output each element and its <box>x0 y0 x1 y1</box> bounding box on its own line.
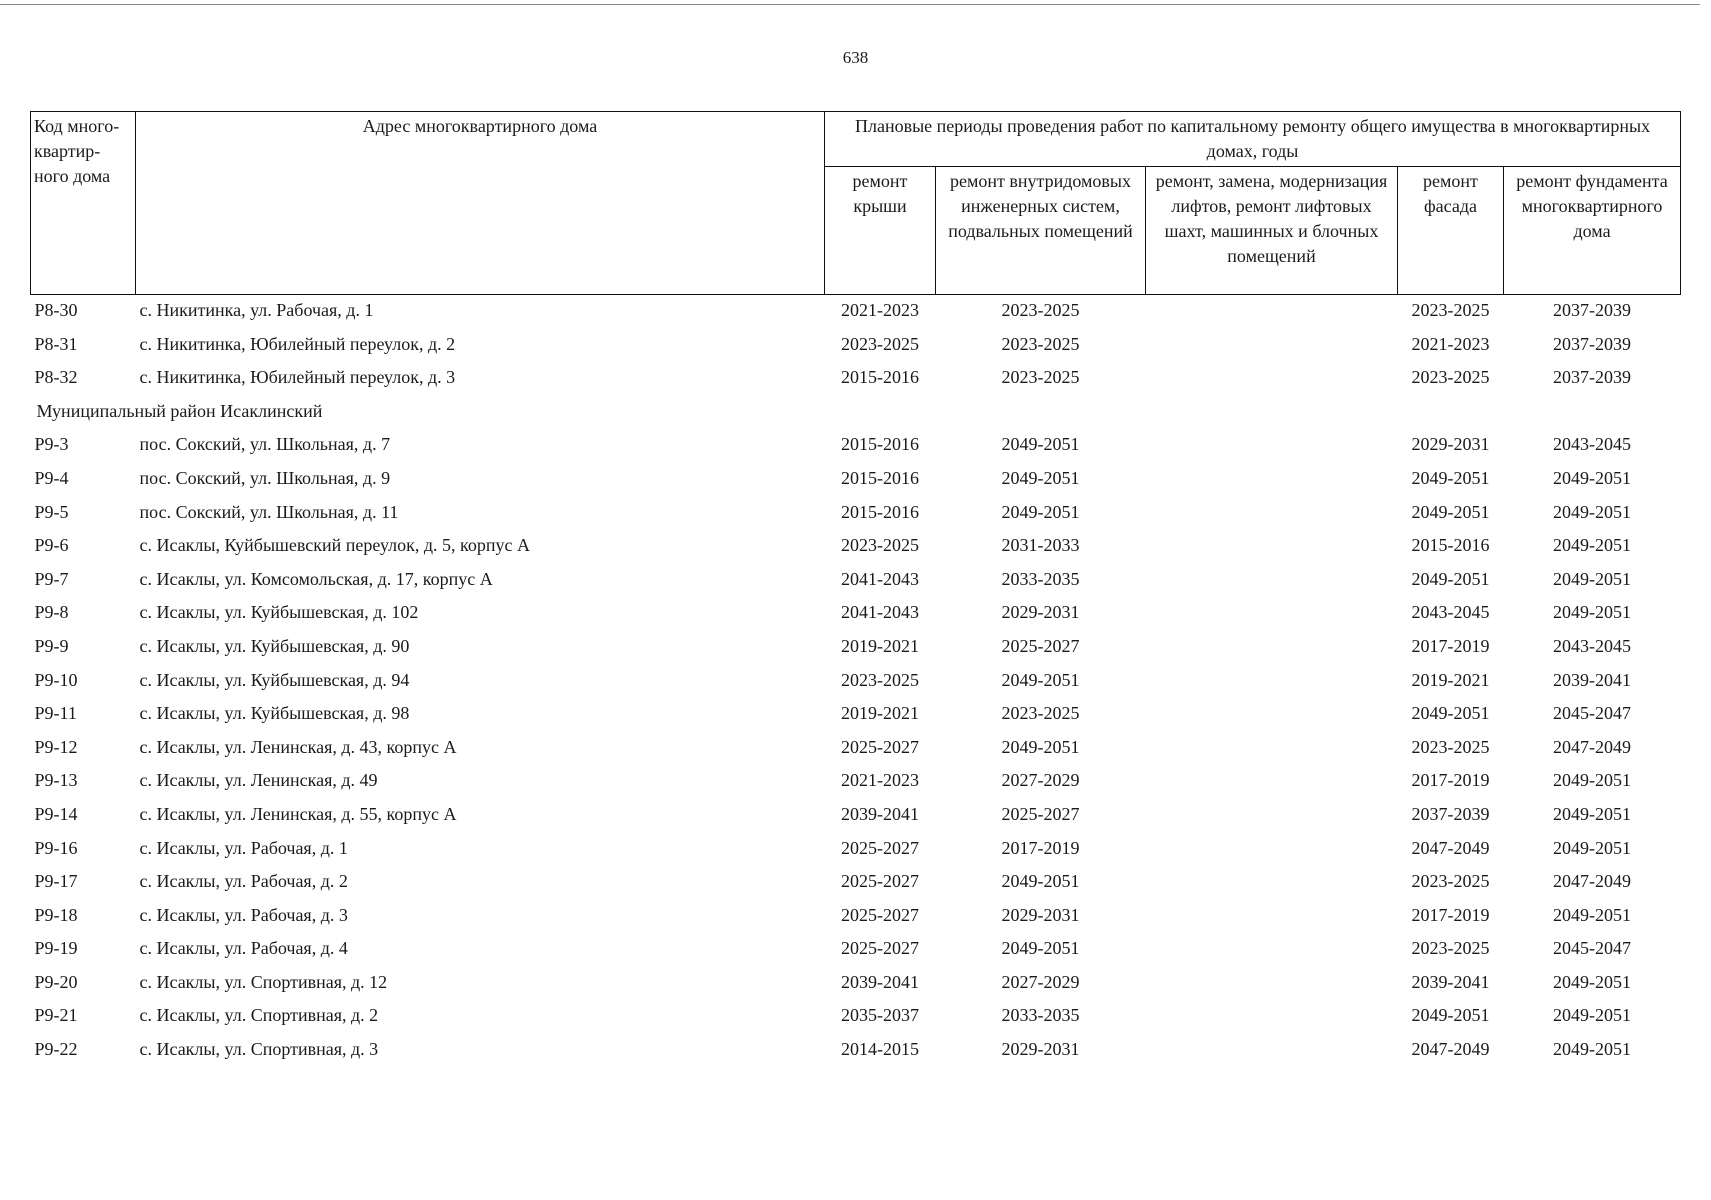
cell-engineering: 2025-2027 <box>1001 803 1080 824</box>
repair-schedule-table <box>30 111 1681 1068</box>
cell-address: с. Исаклы, ул. Куйбышевская, д. 102 <box>139 602 419 623</box>
cell-foundation: 2047-2049 <box>1553 871 1632 892</box>
header-foundation: ремонт фундамента многоквартирного дома <box>1504 167 1681 295</box>
cell-elevators <box>1146 1034 1398 1068</box>
cell-address: с. Исаклы, ул. Куйбышевская, д. 94 <box>139 669 410 690</box>
cell-roof: 2025-2027 <box>841 837 919 858</box>
cell-address: с. Исаклы, ул. Спортивная, д. 3 <box>139 1039 379 1060</box>
cell-elevators <box>1146 765 1398 799</box>
cell-foundation: 2045-2047 <box>1553 703 1632 724</box>
cell-code: Р9-19 <box>34 938 78 959</box>
table-row <box>31 463 1681 497</box>
cell-code: Р9-5 <box>34 501 69 522</box>
cell-roof: 2041-2043 <box>841 602 919 623</box>
cell-facade: 2023-2025 <box>1411 871 1490 892</box>
cell-elevators <box>1146 967 1398 1001</box>
header-elevators: ремонт, замена, модернизация лифтов, ремонт лифтовых шахт, машинных и блочных помещений <box>1146 167 1398 295</box>
cell-address: с. Исаклы, ул. Комсомольская, д. 17, корпус А <box>139 568 493 589</box>
cell-facade: 2047-2049 <box>1411 837 1490 858</box>
cell-facade: 2049-2051 <box>1411 501 1490 522</box>
table-row <box>31 900 1681 934</box>
cell-address: с. Исаклы, Куйбышевский переулок, д. 5, корпус А <box>139 535 530 556</box>
cell-elevators <box>1146 329 1398 363</box>
cell-elevators <box>1146 833 1398 867</box>
cell-code: Р9-20 <box>34 971 78 992</box>
cell-elevators <box>1146 597 1398 631</box>
cell-foundation: 2049-2051 <box>1553 568 1632 589</box>
cell-address: с. Никитинка, ул. Рабочая, д. 1 <box>139 300 374 320</box>
cell-code: Р9-18 <box>34 904 78 925</box>
cell-facade: 2047-2049 <box>1411 1039 1490 1060</box>
table-row <box>31 933 1681 967</box>
cell-address: с. Исаклы, ул. Рабочая, д. 1 <box>139 837 348 858</box>
cell-foundation: 2049-2051 <box>1553 837 1632 858</box>
cell-engineering: 2023-2025 <box>1001 333 1080 354</box>
cell-facade: 2019-2021 <box>1411 669 1490 690</box>
cell-elevators <box>1146 362 1398 396</box>
table-row <box>31 597 1681 631</box>
cell-code: Р9-13 <box>34 770 78 791</box>
table-row <box>31 295 1681 329</box>
cell-engineering: 2023-2025 <box>1001 367 1080 388</box>
district-name: Муниципальный район Исаклинский <box>36 400 323 421</box>
cell-elevators <box>1146 463 1398 497</box>
cell-elevators <box>1146 900 1398 934</box>
cell-elevators <box>1146 698 1398 732</box>
cell-foundation: 2049-2051 <box>1553 535 1632 556</box>
cell-facade: 2023-2025 <box>1411 938 1490 959</box>
table-body-before <box>31 295 1681 430</box>
cell-elevators <box>1146 933 1398 967</box>
cell-code: Р8-30 <box>34 300 78 320</box>
cell-roof: 2019-2021 <box>841 703 919 724</box>
cell-foundation: 2047-2049 <box>1553 736 1632 757</box>
cell-code: Р8-32 <box>34 367 78 388</box>
cell-code: Р9-12 <box>34 736 78 757</box>
cell-code: Р9-8 <box>34 602 69 623</box>
cell-foundation: 2043-2045 <box>1553 434 1632 455</box>
cell-engineering: 2017-2019 <box>1001 837 1080 858</box>
cell-roof: 2039-2041 <box>841 971 919 992</box>
cell-facade: 2021-2023 <box>1411 333 1490 354</box>
header-address: Адрес многоквартирного дома <box>136 112 825 295</box>
cell-elevators <box>1146 631 1398 665</box>
cell-code: Р9-11 <box>34 703 77 724</box>
cell-facade: 2023-2025 <box>1411 367 1490 388</box>
table-row <box>31 329 1681 363</box>
cell-address: с. Никитинка, Юбилейный переулок, д. 3 <box>139 367 456 388</box>
cell-facade: 2017-2019 <box>1411 635 1490 656</box>
cell-foundation: 2049-2051 <box>1553 1039 1632 1060</box>
cell-facade: 2049-2051 <box>1411 1005 1490 1026</box>
cell-address: пос. Сокский, ул. Школьная, д. 9 <box>139 467 391 488</box>
cell-roof: 2021-2023 <box>841 770 919 791</box>
cell-address: с. Исаклы, ул. Куйбышевская, д. 90 <box>139 635 410 656</box>
cell-address: с. Исаклы, ул. Рабочая, д. 4 <box>139 938 348 959</box>
cell-engineering: 2023-2025 <box>1001 703 1080 724</box>
cell-code: Р9-4 <box>34 467 69 488</box>
cell-foundation: 2049-2051 <box>1553 501 1632 522</box>
cell-address: с. Исаклы, ул. Рабочая, д. 2 <box>139 871 348 892</box>
cell-elevators <box>1146 295 1398 329</box>
cell-engineering: 2027-2029 <box>1001 770 1080 791</box>
table-row <box>31 1000 1681 1034</box>
cell-engineering: 2049-2051 <box>1001 736 1080 757</box>
cell-roof: 2015-2016 <box>841 467 919 488</box>
cell-facade: 2043-2045 <box>1411 602 1490 623</box>
header-roof: ремонт крыши <box>825 167 936 295</box>
table-row <box>31 497 1681 531</box>
table-row <box>31 799 1681 833</box>
table-row <box>31 866 1681 900</box>
cell-engineering: 2049-2051 <box>1001 501 1080 522</box>
cell-address: с. Исаклы, ул. Ленинская, д. 49 <box>139 770 378 791</box>
cell-engineering: 2049-2051 <box>1001 434 1080 455</box>
cell-engineering: 2023-2025 <box>1001 300 1080 320</box>
cell-code: Р8-31 <box>34 333 78 354</box>
cell-roof: 2023-2025 <box>841 333 919 354</box>
cell-code: Р9-17 <box>34 871 78 892</box>
table-row <box>31 967 1681 1001</box>
cell-facade: 2049-2051 <box>1411 467 1490 488</box>
cell-engineering: 2049-2051 <box>1001 938 1080 959</box>
cell-engineering: 2027-2029 <box>1001 971 1080 992</box>
cell-facade: 2049-2051 <box>1411 703 1490 724</box>
page-number: 638 <box>842 48 869 67</box>
cell-engineering: 2033-2035 <box>1001 1005 1080 1026</box>
cell-elevators <box>1146 799 1398 833</box>
cell-elevators <box>1146 530 1398 564</box>
cell-elevators <box>1146 564 1398 598</box>
cell-foundation: 2039-2041 <box>1553 669 1632 690</box>
cell-address: пос. Сокский, ул. Школьная, д. 7 <box>139 434 391 455</box>
header-code: Код много-квартир-ного дома <box>31 112 136 295</box>
cell-foundation: 2037-2039 <box>1553 300 1632 320</box>
table-row <box>31 1034 1681 1068</box>
cell-foundation: 2037-2039 <box>1553 367 1632 388</box>
cell-foundation: 2049-2051 <box>1553 770 1632 791</box>
cell-foundation: 2049-2051 <box>1553 1005 1632 1026</box>
cell-code: Р9-14 <box>34 803 78 824</box>
cell-elevators <box>1146 1000 1398 1034</box>
cell-foundation: 2049-2051 <box>1553 971 1632 992</box>
header-facade: ремонт фасада <box>1398 167 1504 295</box>
scan-top-line <box>0 4 1700 5</box>
cell-roof: 2015-2016 <box>841 501 919 522</box>
cell-facade: 2037-2039 <box>1411 803 1490 824</box>
cell-address: с. Исаклы, ул. Спортивная, д. 12 <box>139 971 388 992</box>
cell-foundation: 2049-2051 <box>1553 803 1632 824</box>
cell-elevators <box>1146 497 1398 531</box>
cell-engineering: 2025-2027 <box>1001 635 1080 656</box>
cell-roof: 2041-2043 <box>841 568 919 589</box>
cell-engineering: 2049-2051 <box>1001 871 1080 892</box>
cell-roof: 2039-2041 <box>841 803 919 824</box>
header-engineering: ремонт внутридомовых инженерных систем, подвальных помещений <box>936 167 1146 295</box>
cell-foundation: 2043-2045 <box>1553 635 1632 656</box>
cell-code: Р9-21 <box>34 1005 78 1026</box>
cell-elevators <box>1146 429 1398 463</box>
cell-roof: 2023-2025 <box>841 535 919 556</box>
cell-address: пос. Сокский, ул. Школьная, д. 11 <box>139 501 399 522</box>
cell-code: Р9-3 <box>34 434 69 455</box>
cell-facade: 2023-2025 <box>1411 736 1490 757</box>
cell-facade: 2039-2041 <box>1411 971 1490 992</box>
cell-code: Р9-10 <box>34 669 78 690</box>
cell-code: Р9-6 <box>34 535 69 556</box>
cell-address: с. Исаклы, ул. Куйбышевская, д. 98 <box>139 703 410 724</box>
cell-roof: 2025-2027 <box>841 938 919 959</box>
cell-facade: 2023-2025 <box>1411 300 1490 320</box>
cell-roof: 2014-2015 <box>841 1039 919 1060</box>
cell-code: Р9-16 <box>34 837 78 858</box>
cell-address: с. Исаклы, ул. Ленинская, д. 43, корпус А <box>139 736 457 757</box>
cell-engineering: 2033-2035 <box>1001 568 1080 589</box>
cell-foundation: 2037-2039 <box>1553 333 1632 354</box>
cell-elevators <box>1146 866 1398 900</box>
cell-engineering: 2029-2031 <box>1001 602 1080 623</box>
cell-roof: 2023-2025 <box>841 669 919 690</box>
cell-roof: 2015-2016 <box>841 367 919 388</box>
cell-code: Р9-7 <box>34 568 69 589</box>
cell-foundation: 2049-2051 <box>1553 467 1632 488</box>
cell-code: Р9-22 <box>34 1039 78 1060</box>
cell-roof: 2019-2021 <box>841 635 919 656</box>
cell-facade: 2015-2016 <box>1411 535 1490 556</box>
cell-roof: 2035-2037 <box>841 1005 919 1026</box>
cell-roof: 2021-2023 <box>841 300 919 320</box>
table-row <box>31 530 1681 564</box>
cell-roof: 2025-2027 <box>841 736 919 757</box>
table-row <box>31 665 1681 699</box>
cell-address: с. Исаклы, ул. Ленинская, д. 55, корпус А <box>139 803 457 824</box>
cell-engineering: 2049-2051 <box>1001 669 1080 690</box>
table-row <box>31 564 1681 598</box>
cell-address: с. Исаклы, ул. Спортивная, д. 2 <box>139 1005 379 1026</box>
cell-elevators <box>1146 732 1398 766</box>
cell-roof: 2025-2027 <box>841 871 919 892</box>
header-periods-group: Плановые периоды проведения работ по капитальному ремонту общего имущества в многоквартирных домах, годы <box>825 112 1681 167</box>
cell-address: с. Исаклы, ул. Рабочая, д. 3 <box>139 904 348 925</box>
cell-foundation: 2049-2051 <box>1553 904 1632 925</box>
cell-engineering: 2029-2031 <box>1001 1039 1080 1060</box>
table-row <box>31 429 1681 463</box>
cell-engineering: 2031-2033 <box>1001 535 1080 556</box>
cell-facade: 2029-2031 <box>1411 434 1490 455</box>
table-header <box>31 112 1681 295</box>
table-row <box>31 698 1681 732</box>
cell-foundation: 2045-2047 <box>1553 938 1632 959</box>
cell-address: с. Никитинка, Юбилейный переулок, д. 2 <box>139 333 456 354</box>
district-row <box>31 396 1681 430</box>
cell-roof: 2025-2027 <box>841 904 919 925</box>
table-row <box>31 833 1681 867</box>
table-row <box>31 362 1681 396</box>
table-body-after <box>31 429 1681 1067</box>
table-row <box>31 765 1681 799</box>
table-row <box>31 732 1681 766</box>
cell-facade: 2017-2019 <box>1411 770 1490 791</box>
cell-engineering: 2049-2051 <box>1001 467 1080 488</box>
table-row <box>31 631 1681 665</box>
cell-roof: 2015-2016 <box>841 434 919 455</box>
cell-foundation: 2049-2051 <box>1553 602 1632 623</box>
cell-facade: 2049-2051 <box>1411 568 1490 589</box>
cell-engineering: 2029-2031 <box>1001 904 1080 925</box>
cell-code: Р9-9 <box>34 635 69 656</box>
cell-facade: 2017-2019 <box>1411 904 1490 925</box>
cell-elevators <box>1146 665 1398 699</box>
